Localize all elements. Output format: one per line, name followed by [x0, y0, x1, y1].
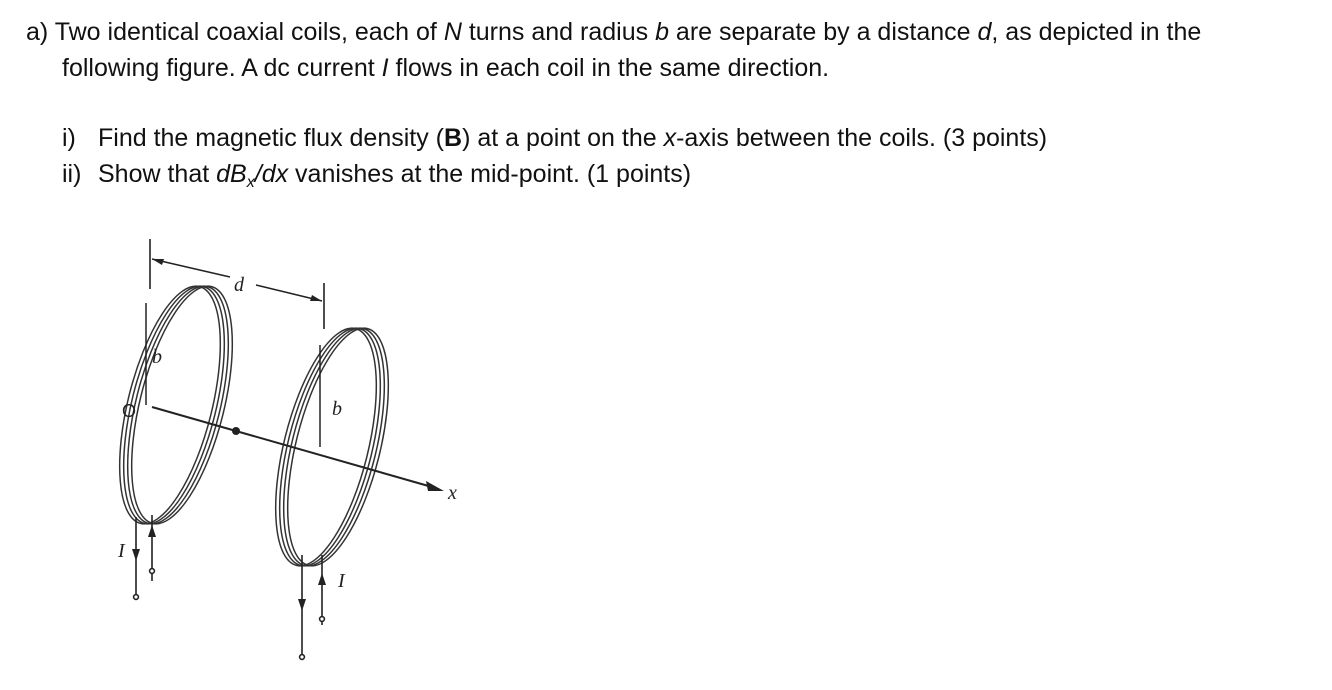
var-x: x: [663, 124, 677, 152]
label-I-right: I: [338, 570, 345, 592]
label-d: d: [234, 274, 244, 296]
var-B: B: [444, 124, 463, 152]
right-coil-leads: [298, 555, 326, 659]
midpoint-dot: [232, 427, 240, 435]
left-coil-leads: [132, 515, 156, 599]
var-subscript-x: x: [246, 174, 255, 191]
var-b: b: [655, 18, 669, 46]
subquestion-2-label: ii): [62, 160, 82, 188]
subquestion-2: [26, 156, 1316, 201]
coil-figure: [70, 225, 490, 675]
intro-text: following figure. A dc current: [62, 54, 382, 82]
problem-statement: [26, 14, 1316, 201]
subquestion-1-label: i): [62, 124, 76, 152]
label-b-right: b: [332, 398, 342, 420]
slash: /: [254, 160, 262, 188]
var-dB: dB: [216, 160, 247, 188]
sub1-text: -axis between the coils. (3 points): [676, 124, 1048, 152]
sub2-text: vanishes at the mid-point. (1 points): [288, 160, 692, 188]
part-label: a): [26, 18, 49, 46]
label-x-axis: x: [448, 482, 457, 504]
intro-text: , as depicted in the: [991, 18, 1202, 46]
var-d: d: [977, 18, 992, 46]
sub1-text: Find the magnetic flux density (: [98, 124, 444, 152]
intro-text: Two identical coaxial coils, each of: [54, 18, 444, 46]
label-origin: O: [122, 401, 137, 421]
label-b-left: b: [152, 346, 162, 368]
subquestion-1: [26, 120, 1316, 156]
coil-diagram: [70, 225, 490, 675]
right-coil: [256, 318, 409, 575]
label-I-left: I: [118, 540, 125, 562]
var-dx: dx: [261, 160, 289, 188]
var-I: I: [381, 54, 389, 82]
intro-line-2: [26, 50, 1316, 86]
intro-text: turns and radius: [461, 18, 656, 46]
intro-text: flows in each coil in the same direction.: [388, 54, 830, 82]
sub1-text: ) at a point on the: [462, 124, 664, 152]
var-N: N: [443, 18, 462, 46]
intro-text: are separate by a distance: [668, 18, 978, 46]
sub2-text: Show that: [98, 160, 217, 188]
intro-line-1: [26, 14, 1316, 50]
